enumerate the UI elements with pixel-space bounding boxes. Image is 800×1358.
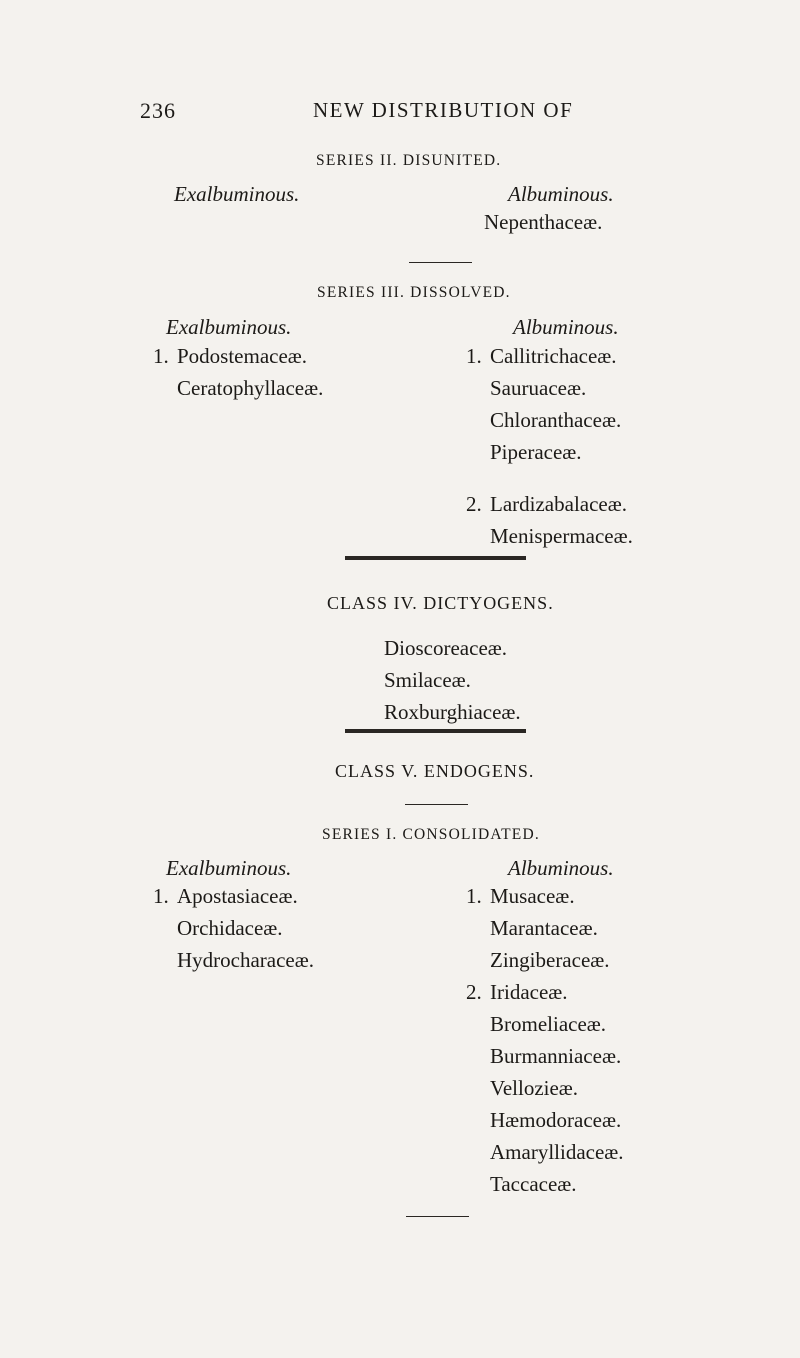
series-1-albuminous-list bbox=[466, 880, 624, 1200]
series-3-exalbuminous-list bbox=[153, 340, 323, 404]
section-divider bbox=[345, 556, 526, 560]
list-item: Zingiberaceæ. bbox=[490, 948, 610, 972]
series-2-heading: SERIES II. DISUNITED. bbox=[316, 152, 502, 169]
list-item: Chloranthaceæ. bbox=[490, 408, 622, 432]
series-3-heading: SERIES III. DISSOLVED. bbox=[317, 284, 511, 301]
list-item: Orchidaceæ. bbox=[177, 916, 283, 940]
list-item: 2. Lardizabalaceæ. bbox=[466, 492, 627, 516]
list-item: 1. Callitrichaceæ. bbox=[466, 344, 617, 368]
series-2-albuminous-label: Albuminous. bbox=[508, 182, 614, 206]
page-number: 236 bbox=[140, 98, 176, 123]
series-2-albuminous-item: Nepenthaceæ. bbox=[484, 210, 603, 234]
class-4-list bbox=[384, 632, 521, 728]
list-item: 1. Musaceæ. bbox=[466, 884, 575, 908]
list-item: 1. Podostemaceæ. bbox=[153, 344, 308, 368]
series-1-exalbuminous-list bbox=[153, 880, 314, 976]
list-item: Sauruaceæ. bbox=[490, 376, 587, 400]
list-item: Vellozieæ. bbox=[490, 1076, 579, 1100]
list-item: Ceratophyllaceæ. bbox=[177, 376, 324, 400]
list-item: Amaryllidaceæ. bbox=[490, 1140, 624, 1164]
class-5-heading: CLASS V. ENDOGENS. bbox=[335, 761, 535, 781]
list-item: Piperaceæ. bbox=[490, 440, 582, 464]
series-1-exalbuminous-label: Exalbuminous. bbox=[166, 856, 292, 880]
list-item: Burmanniaceæ. bbox=[490, 1044, 622, 1068]
list-item: Taccaceæ. bbox=[490, 1172, 577, 1196]
list-item: Hæmodoraceæ. bbox=[490, 1108, 622, 1132]
list-item: 2. Iridaceæ. bbox=[466, 980, 568, 1004]
list-item: Hydrocharaceæ. bbox=[177, 948, 315, 972]
running-title: NEW DISTRIBUTION OF bbox=[313, 98, 574, 122]
class-4-heading: CLASS IV. DICTYOGENS. bbox=[327, 593, 554, 613]
series-3-albuminous-list bbox=[466, 340, 633, 552]
list-item: 1. Apostasiaceæ. bbox=[153, 884, 298, 908]
section-divider bbox=[345, 729, 526, 733]
series-1-albuminous-label: Albuminous. bbox=[508, 856, 614, 880]
list-item: Menispermaceæ. bbox=[490, 524, 633, 548]
list-item: Marantaceæ. bbox=[490, 916, 598, 940]
series-2-exalbuminous-label: Exalbuminous. bbox=[174, 182, 300, 206]
list-item: Bromeliaceæ. bbox=[490, 1012, 607, 1036]
divider bbox=[405, 804, 468, 805]
list-item: Smilaceæ. bbox=[384, 668, 471, 692]
list-item: Dioscoreaceæ. bbox=[384, 636, 508, 660]
list-item: Roxburghiaceæ. bbox=[384, 700, 521, 724]
divider bbox=[409, 262, 472, 263]
series-3-exalbuminous-label: Exalbuminous. bbox=[166, 315, 292, 339]
series-3-albuminous-label: Albuminous. bbox=[513, 315, 619, 339]
divider bbox=[406, 1216, 469, 1217]
series-1-heading: SERIES I. CONSOLIDATED. bbox=[322, 826, 540, 843]
